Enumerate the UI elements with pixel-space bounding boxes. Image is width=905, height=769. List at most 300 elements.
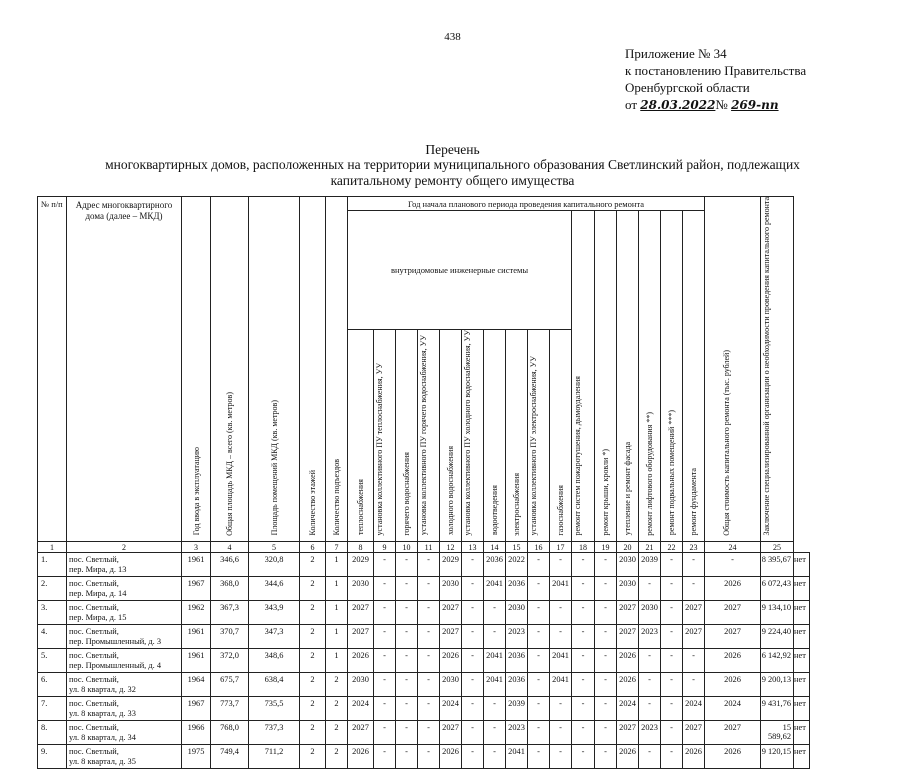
table-cell: 2027 [348,721,374,745]
table-cell: 1 [326,625,348,649]
row-address [67,673,182,697]
column-number: 11 [418,542,440,553]
column-number: 22 [661,542,683,553]
table-cell: 2030 [348,577,374,601]
table-cell: - [572,721,595,745]
table-cell: - [484,601,506,625]
document-subtitle-1: многоквартирных домов, расположенных на территории муниципального образования Светлинский район, подлежащих [105,157,800,172]
table-cell: 2027 [440,625,462,649]
table-cell: - [374,697,396,721]
table-cell: - [462,553,484,577]
column-number: 12 [440,542,462,553]
table-cell: 2041 [484,673,506,697]
table-cell: 1975 [182,745,211,769]
table-cell: 711,2 [249,745,300,769]
table-cell: 2036 [506,649,528,673]
table-cell: - [484,745,506,769]
header-conclusion: Заключение специализированной организации о необходимости проведения капитального ремонта [762,197,771,536]
table-cell: 2024 [705,697,761,721]
table-cell: - [374,673,396,697]
table-cell: - [550,625,572,649]
table-cell: 15 589,62 [761,721,794,745]
address-line-1: пос. Светлый, [69,723,119,733]
table-cell: 2041 [506,745,528,769]
table-cell: 2 [326,673,348,697]
table-cell: 2027 [705,601,761,625]
table-cell: - [396,625,418,649]
address-line-1: пос. Светлый, [69,651,119,661]
table-cell: 2027 [617,625,639,649]
column-number: 24 [705,542,761,553]
table-row [38,577,810,601]
table-cell: нет [794,721,810,745]
table-cell: - [683,553,705,577]
header-year-built: Год ввода в эксплуатацию [191,447,201,536]
header-basement: ремонт подвальных помещений ***) [667,410,676,536]
table-cell: - [595,673,617,697]
table-cell: 2041 [484,577,506,601]
header-entrances: Количество подъездов [332,459,341,536]
table-cell: - [572,697,595,721]
address-line-1: пос. Светлый, [69,627,119,637]
table-cell: 2041 [550,577,572,601]
table-cell: - [639,577,661,601]
table-cell: 749,4 [211,745,249,769]
table-cell: 2 [326,697,348,721]
appendix-line-3: Оренбургской области [625,80,750,95]
table-cell: 2026 [440,649,462,673]
table-cell: - [374,577,396,601]
table-cell: - [528,625,550,649]
table-cell: - [661,625,683,649]
header-hot-water: горячего водоснабжения [402,451,411,536]
table-cell: - [639,649,661,673]
table-cell: - [396,649,418,673]
handwritten-date: 28.03.2022 [640,98,716,112]
table-cell: - [462,625,484,649]
table-cell: - [550,721,572,745]
table-row [38,649,810,673]
address-line-2: ул. 8 квартал, д. 32 [69,685,136,695]
table-cell: 2027 [440,721,462,745]
table-cell: - [528,697,550,721]
table-cell: - [528,673,550,697]
page-number: 438 [444,31,461,43]
table-cell: 2030 [639,601,661,625]
address-line-2: ул. 8 квартал, д. 33 [69,709,136,719]
appendix-block [625,45,895,114]
table-cell: 2 [326,721,348,745]
table-cell: 2039 [506,697,528,721]
table-cell: нет [794,673,810,697]
table-cell: 347,3 [249,625,300,649]
table-cell: 2036 [506,673,528,697]
table-cell: 348,6 [249,649,300,673]
column-number: 17 [550,542,572,553]
table-cell: - [484,697,506,721]
table-cell: - [462,697,484,721]
table-cell: 2026 [705,649,761,673]
table-cell: 2027 [683,601,705,625]
table-cell: 2029 [348,553,374,577]
table-cell: - [418,553,440,577]
table-cell: 368,0 [211,577,249,601]
row-address [67,553,182,577]
row-address [67,601,182,625]
table-cell: - [572,745,595,769]
column-number: 1 [38,542,67,553]
table-cell: 735,5 [249,697,300,721]
table-cell: 2026 [348,649,374,673]
row-number: 3. [38,601,67,625]
table-cell: 9 431,76 [761,697,794,721]
table-cell: 2023 [506,625,528,649]
address-line-2: ул. 8 квартал, д. 34 [69,733,136,743]
table-cell: - [396,721,418,745]
table-cell: 344,6 [249,577,300,601]
table-cell: 370,7 [211,625,249,649]
table-cell: 1964 [182,673,211,697]
header-electricity-meter: установка коллективного ПУ электроснабжения, УУ [528,356,538,536]
header-engineering-group: внутридомовые инженерные системы [348,211,572,330]
table-cell: - [528,745,550,769]
table-row [38,697,810,721]
table-cell: 2027 [705,625,761,649]
table-cell: 2030 [440,673,462,697]
table-cell: 675,7 [211,673,249,697]
table-cell: - [595,745,617,769]
table-cell: 1961 [182,649,211,673]
column-number: 10 [396,542,418,553]
table-row [38,673,810,697]
column-number: 13 [462,542,484,553]
column-number: 6 [300,542,326,553]
table-row [38,601,810,625]
table-cell: - [595,601,617,625]
row-address [67,721,182,745]
table-cell: 2 [300,577,326,601]
header-cold-water: холодного водоснабжения [446,446,455,536]
header-address: Адрес многоквартирного дома (далее – МКД) [67,197,182,542]
table-cell: 9 200,13 [761,673,794,697]
table-cell: 2039 [639,553,661,577]
table-cell: 638,4 [249,673,300,697]
column-number: 7 [326,542,348,553]
table-row [38,625,810,649]
column-number: 18 [572,542,595,553]
table-cell: нет [794,625,810,649]
column-number: 4 [211,542,249,553]
table-cell: - [374,721,396,745]
column-number: 25 [761,542,794,553]
address-line-1: пос. Светлый, [69,555,119,565]
table-cell: 2027 [348,625,374,649]
column-number: 15 [506,542,528,553]
table-cell: 768,0 [211,721,249,745]
table-cell: - [661,553,683,577]
table-cell: - [528,601,550,625]
table-cell: 372,0 [211,649,249,673]
table-cell: 2 [300,745,326,769]
table-cell: 320,8 [249,553,300,577]
table-cell: 6 142,92 [761,649,794,673]
address-line-1: пос. Светлый, [69,603,119,613]
table-cell: 2026 [617,673,639,697]
table-cell: 2024 [617,697,639,721]
table-cell: - [396,577,418,601]
address-line-1: пос. Светлый, [69,675,119,685]
handwritten-number: 269-пп [731,98,779,112]
table-cell: - [374,649,396,673]
table-cell: - [572,577,595,601]
table-cell: 2 [300,673,326,697]
address-line-2: пер. Мира, д. 14 [69,589,127,599]
table-cell: - [595,721,617,745]
table-cell: 2 [300,601,326,625]
table-cell: 1 [326,553,348,577]
address-line-2: ул. 8 квартал, д. 35 [69,757,136,767]
table-cell: - [462,673,484,697]
row-address [67,577,182,601]
table-cell: - [462,577,484,601]
table-cell: - [705,553,761,577]
table-cell: - [661,697,683,721]
table-cell: - [462,721,484,745]
column-number: 8 [348,542,374,553]
table-cell: 2041 [550,673,572,697]
table-cell: - [396,745,418,769]
row-number: 2. [38,577,67,601]
address-line-2: пер. Мира, д. 13 [69,565,127,575]
header-gas: газоснабжения [556,484,565,536]
table-cell: - [396,553,418,577]
table-cell: - [418,745,440,769]
row-number: 5. [38,649,67,673]
table-cell: 1 [326,649,348,673]
table-cell: - [374,745,396,769]
table-cell: 2030 [348,673,374,697]
table-cell: 2027 [705,721,761,745]
table-cell: 1966 [182,721,211,745]
row-number: 4. [38,625,67,649]
table-cell: 2026 [617,649,639,673]
table-cell: - [595,625,617,649]
column-number: 2 [67,542,182,553]
table-cell: - [462,649,484,673]
table-cell: 2 [326,745,348,769]
table-cell: - [550,553,572,577]
column-number: 20 [617,542,639,553]
table-cell: 2026 [617,745,639,769]
table-cell: - [661,649,683,673]
table-cell: 9 120,15 [761,745,794,769]
row-address [67,697,182,721]
table-cell: 2027 [683,721,705,745]
column-number-row [38,542,810,553]
table-cell: - [683,649,705,673]
table-cell: 343,9 [249,601,300,625]
table-cell: - [661,601,683,625]
table-cell: - [661,721,683,745]
header-floors: Количество этажей [308,469,317,536]
row-address [67,625,182,649]
table-cell: 1962 [182,601,211,625]
table-cell: - [550,601,572,625]
table-cell: 9 134,10 [761,601,794,625]
table-cell: - [595,697,617,721]
table-cell: 2 [300,697,326,721]
table-cell: - [550,697,572,721]
row-number: 7. [38,697,67,721]
table-cell: 2027 [617,721,639,745]
table-cell: 367,3 [211,601,249,625]
table-cell: 2026 [440,745,462,769]
table-cell: - [374,553,396,577]
table-cell: - [661,673,683,697]
table-cell: - [572,625,595,649]
table-cell: - [661,745,683,769]
column-number: 23 [683,542,705,553]
column-number: 19 [595,542,617,553]
document-title: Перечень [425,142,480,157]
table-cell: - [550,745,572,769]
table-cell: 6 072,43 [761,577,794,601]
column-number: 21 [639,542,661,553]
appendix-line-2: к постановлению Правительства [625,63,807,78]
table-cell: - [484,625,506,649]
header-elevator: ремонт лифтового оборудования **) [645,411,654,536]
address-line-2: пер. Мира, д. 15 [69,613,127,623]
table-cell: 737,3 [249,721,300,745]
table-cell: 2036 [484,553,506,577]
row-number: 6. [38,673,67,697]
document-subtitle-2: капитальному ремонту общего имущества [330,173,575,188]
row-address [67,649,182,673]
table-cell: - [418,673,440,697]
table-cell: 2026 [705,673,761,697]
table-cell: 2026 [683,745,705,769]
table-cell: - [396,601,418,625]
table-cell: - [595,553,617,577]
appendix-date-line [625,96,895,114]
table-cell: 2030 [617,553,639,577]
header-facade: утепление и ремонт фасада [623,442,632,536]
table-cell: - [418,721,440,745]
header-fire-system: ремонт систем пожаротушения, дымоудаления [573,375,582,536]
header-premises-area: Площадь помещений МКД (кв. метров) [269,400,279,536]
table-cell: 2 [300,721,326,745]
header-plan-group: Год начала планового периода проведения капитального ремонта [348,197,705,211]
table-cell: - [374,601,396,625]
header-drainage: водоотведения [490,485,499,536]
table-cell: - [462,745,484,769]
column-number: 9 [374,542,396,553]
table-cell: 9 224,40 [761,625,794,649]
table-cell: - [528,649,550,673]
table-cell: 2 [300,625,326,649]
table-row [38,721,810,745]
address-line-1: пос. Светлый, [69,747,119,757]
table-cell: - [572,601,595,625]
table-cell: - [639,745,661,769]
table-cell: 2 [300,553,326,577]
column-number: 3 [182,542,211,553]
table-cell: 2027 [683,625,705,649]
row-number: 1. [38,553,67,577]
row-number: 8. [38,721,67,745]
header-no: № п/п [38,197,67,542]
table-cell: - [374,625,396,649]
header-total-area: Общая площадь МКД – всего (кв. метров) [225,391,234,536]
table-cell: - [418,601,440,625]
table-cell: - [418,697,440,721]
address-line-1: пос. Светлый, [69,699,119,709]
number-label: № [715,97,728,112]
table-cell: - [595,649,617,673]
table-cell: 1961 [182,625,211,649]
table-cell: 773,7 [211,697,249,721]
table-cell: 2024 [440,697,462,721]
table-cell: нет [794,745,810,769]
table-cell: 2026 [705,577,761,601]
table-cell: 2029 [440,553,462,577]
table-cell: - [639,697,661,721]
table-cell: 2041 [550,649,572,673]
table-cell: 2024 [348,697,374,721]
header-hot-water-meter: установка коллективного ПУ горячего водоснабжения, УУ [418,335,428,536]
table-cell: 346,6 [211,553,249,577]
appendix-line-1: Приложение № 34 [625,46,727,61]
table-cell: - [528,553,550,577]
table-cell: - [418,625,440,649]
table-cell: 2030 [617,577,639,601]
table-cell: - [418,577,440,601]
table-cell: нет [794,577,810,601]
table-cell: 2023 [639,625,661,649]
table-cell: - [528,577,550,601]
header-heating: теплоснабжения [356,479,365,536]
table-cell: нет [794,553,810,577]
address-line-1: пос. Светлый, [69,579,119,589]
column-number: 5 [249,542,300,553]
table-cell: - [484,721,506,745]
table-row [38,745,810,769]
table-cell: нет [794,697,810,721]
table-cell: 1961 [182,553,211,577]
header-foundation: ремонт фундамента [689,468,698,536]
table-cell: 2027 [348,601,374,625]
row-number: 9. [38,745,67,769]
column-number: 16 [528,542,550,553]
table-cell: 8 395,67 [761,553,794,577]
table-cell: 1 [326,601,348,625]
table-cell: 2027 [617,601,639,625]
table-cell: - [683,673,705,697]
table-cell: нет [794,649,810,673]
table-cell: 2024 [683,697,705,721]
header-electricity: электроснабжения [512,472,521,536]
table-cell: 2041 [484,649,506,673]
header-heat-meter: установка коллективного ПУ теплоснабжения, УУ [374,363,384,536]
address-line-2: пер. Промышленный, д. 3 [69,637,162,647]
table-cell: - [396,697,418,721]
table-cell: - [595,577,617,601]
table-cell: 2023 [639,721,661,745]
table-cell: - [528,721,550,745]
table-cell: 2030 [440,577,462,601]
table-cell: 2026 [705,745,761,769]
table-cell: 1967 [182,697,211,721]
